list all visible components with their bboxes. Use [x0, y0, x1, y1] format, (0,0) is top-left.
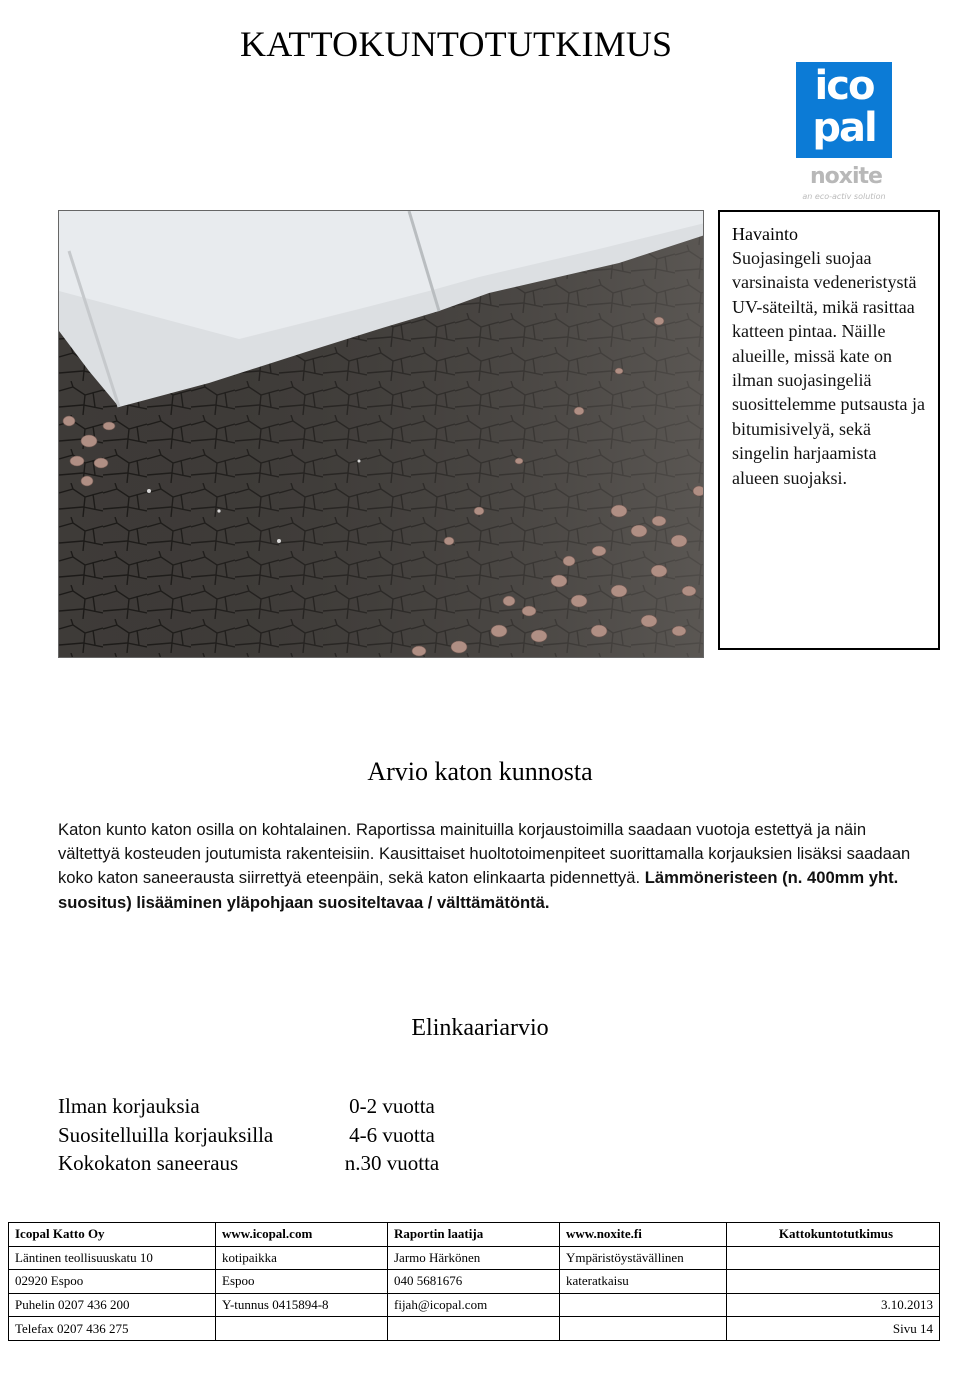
lifecycle-heading: Elinkaariarvio	[411, 1015, 549, 1041]
observation-text: Suojasingeli suojaa varsinaista vedeneristystä UV-säteiltä, mikä rasittaa katteen pintaa. Näille alueille, missä kate on ilman suojasingeliä suosittelemme putsausta ja bitumisivelyä, sekä singelin harjaamista alueen suojaksi.	[732, 248, 925, 488]
footer-row	[9, 1317, 940, 1341]
assessment-bold-text: Lämmöneristeen (n. 400mm yht. suositus) lisääminen yläpohjaan suositeltavaa / välttämätöntä.	[58, 868, 899, 912]
footer-cell	[560, 1293, 727, 1317]
footer-row	[9, 1223, 940, 1247]
footer-cell	[727, 1246, 940, 1270]
footer-row	[9, 1246, 940, 1270]
footer-cell: 040 5681676	[388, 1270, 560, 1294]
footer-cell: Espoo	[216, 1270, 388, 1294]
observation-heading: Havainto	[732, 224, 798, 244]
lifecycle-value: n.30 vuotta	[344, 1151, 440, 1175]
noxite-logo-text: noxite	[810, 164, 882, 189]
footer-company: Icopal Katto Oy	[9, 1223, 216, 1247]
footer-cell: Y-tunnus 0415894-8	[216, 1293, 388, 1317]
footer-cell: 02920 Espoo	[9, 1270, 216, 1294]
observation-box	[718, 210, 940, 650]
footer-table	[8, 1222, 940, 1341]
footer-noxite-url[interactable]: www.noxite.fi	[560, 1223, 727, 1247]
footer-author-label: Raportin laatija	[388, 1223, 560, 1247]
lifecycle-row	[58, 1149, 452, 1178]
assessment-paragraph	[58, 818, 918, 915]
assessment-text: Katon kunto katon osilla on kohtalainen. Raportissa mainituilla korjaustoimilla saadaan vuotoja estettyä ja näin vältettyä kosteuden joutumista rakenteisiin. Kausittaiset huoltotoimenpiteet suorittamalla korjauksien lisäksi saadaan koko katon saneerausta siirrettyä eteenpäin, sekä katon elinkaarta pidennettyä.	[58, 820, 911, 888]
footer-doc-title: Kattokuntotutkimus	[727, 1223, 940, 1247]
footer-email[interactable]: fijah@icopal.com	[388, 1293, 560, 1317]
page-title: KATTOKUNTOTUTKIMUS	[240, 24, 673, 64]
footer-cell: kateratkaisu	[560, 1270, 727, 1294]
roof-photo	[58, 210, 704, 658]
footer-row	[9, 1270, 940, 1294]
lifecycle-label: Kokokaton saneeraus	[58, 1151, 239, 1175]
lifecycle-row	[58, 1092, 452, 1121]
logo-line-1: ico	[814, 63, 874, 109]
footer-cell: Läntinen teollisuuskatu 10	[9, 1246, 216, 1270]
footer-row	[9, 1293, 940, 1317]
footer-cell: Jarmo Härkönen	[388, 1246, 560, 1270]
icopal-noxite-logo	[796, 62, 894, 208]
footer-cell: Telefax 0207 436 275	[9, 1317, 216, 1341]
footer-cell	[560, 1317, 727, 1341]
lifecycle-value: 0-2 vuotta	[349, 1094, 435, 1118]
footer-cell	[216, 1317, 388, 1341]
footer-icopal-url[interactable]: www.icopal.com	[216, 1223, 388, 1247]
footer-cell	[388, 1317, 560, 1341]
lifecycle-label: Ilman korjauksia	[58, 1094, 200, 1118]
footer-cell	[727, 1270, 940, 1294]
lifecycle-label: Suositelluilla korjauksilla	[58, 1122, 274, 1147]
footer-page-number: Sivu 14	[727, 1317, 940, 1341]
footer-cell: kotipaikka	[216, 1246, 388, 1270]
lifecycle-value: 4-6 vuotta	[349, 1122, 435, 1147]
footer-cell: Ympäristöystävällinen	[560, 1246, 727, 1270]
footer-cell: Puhelin 0207 436 200	[9, 1293, 216, 1317]
lifecycle-list	[58, 1092, 452, 1178]
noxite-tagline: an eco-activ solution	[802, 192, 886, 201]
roof-photo-illustration	[59, 211, 704, 658]
logo-line-2: pal	[812, 105, 876, 151]
lifecycle-row	[58, 1121, 452, 1150]
footer-date: 3.10.2013	[727, 1293, 940, 1317]
assessment-heading: Arvio katon kunnosta	[367, 757, 593, 786]
